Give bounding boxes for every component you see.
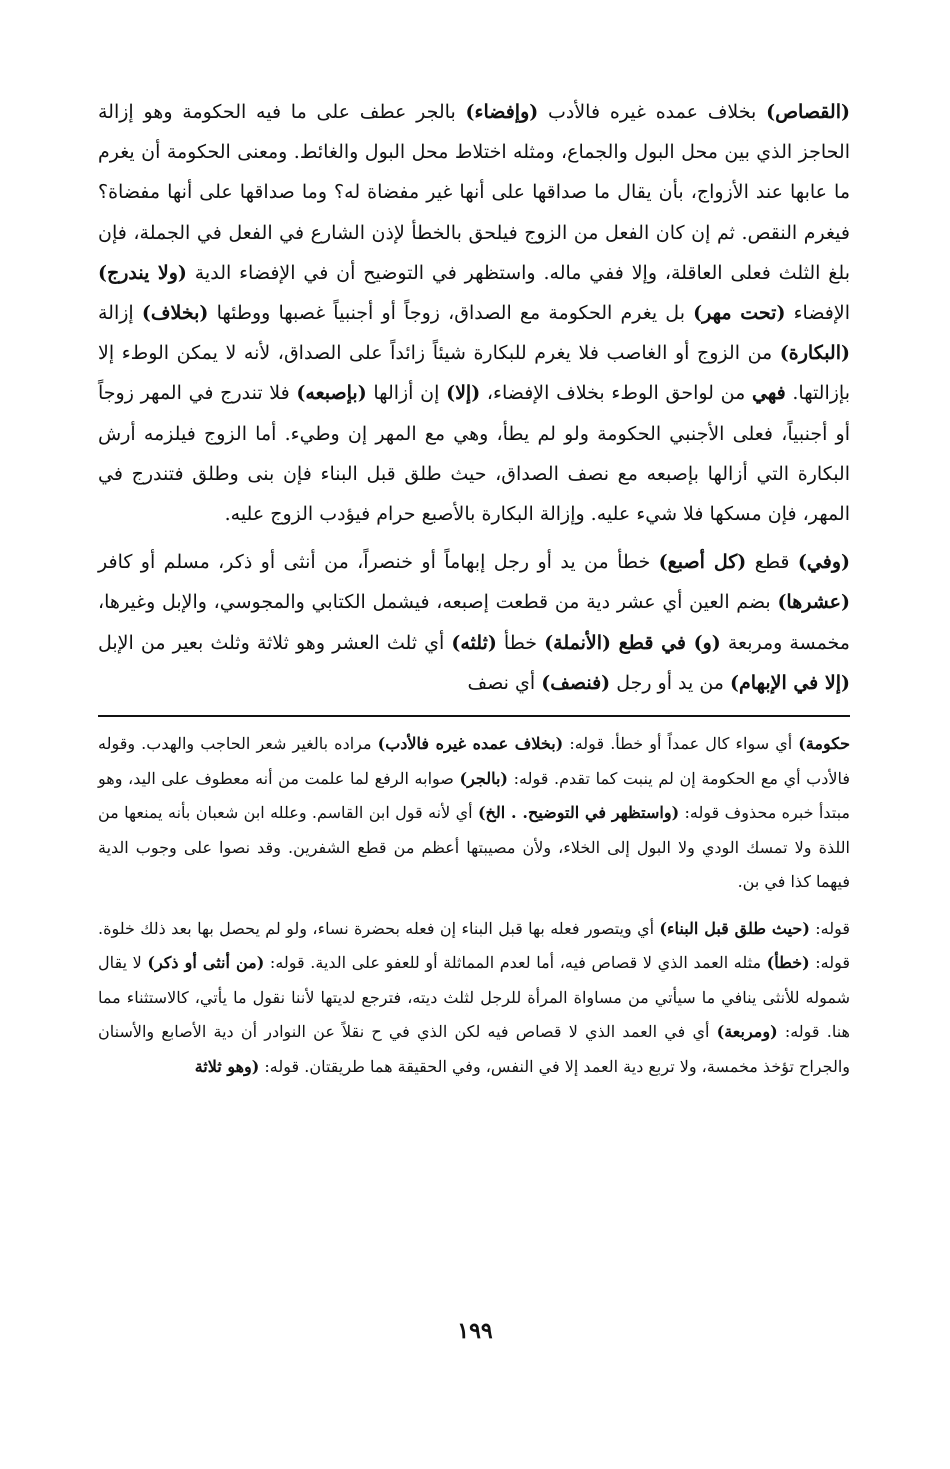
main-bold-segment: (عشرها) — [777, 591, 850, 614]
main-bold-segment: (تحت مهر) — [693, 302, 786, 325]
page-number: ١٩٩ — [457, 1318, 493, 1344]
main-text-segment: خطأ من يد أو رجل إبهاماً أو خنصراً، من أنثى أو ذكر، مسلم أو كافر — [98, 551, 659, 574]
footnote-text-segment: مثله العمد الذي لا قصاص فيه، أما لعدم المماثلة أو للعفو على الدية. قوله: — [264, 953, 767, 973]
footnote-bold-segment: (واستظهر في التوضيح. . الخ) — [477, 803, 680, 823]
footnote-bold-segment: (بخلاف عمده غيره فالأدب) — [377, 734, 564, 754]
main-bold-segment: (و) في قطع (الأنملة) — [544, 631, 721, 654]
main-bold-segment: (ثلثه) — [451, 631, 497, 654]
footnote-text-segment: صوابه الرفع لما علمت من أنه معطوف على اليد، وهو مبتدأ خبره محذوف قوله: — [98, 768, 850, 823]
main-text-segment: بالجر عطف على ما فيه الحكومة وهو إزالة الحاجز الذي بين محل البول والجماع، ومثله اختلاط محل البول والغائط. ومعنى الحكومة أن يغرم ما عابها عند الأزواج، بأن يقال ما صداقها على أنها غير مفضاة له؟ وما صداقها على أنها مفضاة؟ فيغرم النقص. ثم إن كان الفعل من الزوج فيلحق بالخطأ لإذن الشارع في الفعل في الجملة، فإن بلغ الثلث فعلى العاقلة، وإلا ففي ماله. واستظهر في التوضيح أن في الإفضاء الدية — [98, 101, 850, 284]
book-page — [98, 92, 850, 1084]
main-bold-segment: (فنصف) — [541, 671, 611, 694]
main-bold-segment: (البكارة) — [779, 342, 850, 365]
main-text-segment: الإفضاء — [785, 302, 851, 325]
footnote-bold-segment: (بالجر) — [459, 768, 508, 788]
main-bold-segment: (وفي) — [797, 551, 850, 574]
footnote-bold-segment: (وهو ثلاثة — [194, 1056, 260, 1076]
main-paragraph-1 — [98, 92, 850, 534]
main-text-segment: فلا تندرج في المهر زوجاً أو أجنبياً، فعلى الأجنبي الحكومة ولو لم يطأ، وهي مع المهر إن وطيء. أما الزوج فيلزمه أرش البكارة التي أزالها بإصبعه مع نصف الصداق، حيث طلق قبل البناء فإن بنى وطلق فتندرج في المهر، فإن مسكها فلا شيء عليه. وإزالة البكارة بالأصبع حرام فيؤدب الزوج عليه. — [98, 382, 850, 526]
main-text-segment: من الزوج أو الغاصب فلا يغرم للبكارة شيئاً زائداً على الصداق، لأنه لا يمكن الوطء إلا بإزالتها. — [98, 342, 851, 405]
main-text — [98, 92, 850, 703]
main-text-segment: بخلاف عمده غيره فالأدب — [538, 101, 767, 123]
main-bold-segment: (القصاص) — [766, 101, 850, 123]
main-bold-segment: فهي — [751, 382, 786, 405]
main-text-segment: إن أزالها — [366, 382, 447, 405]
footnote-text-segment: أي في العمد الذي لا قصاص فيه لكن الذي في ح نقلاً عن النوادر أن دية الأصابع والأسنان والجراح تؤخذ مخمسة، ولا تربع دية العمد إلا في النفس، وفي الحقيقة هما طريقتان. قوله: — [98, 1022, 850, 1076]
main-bold-segment: (ولا يندرج) — [98, 261, 187, 284]
footnote-separator — [98, 715, 850, 717]
footnote-text-segment: أي ويتصور فعله بها قبل البناء إن فعله بحضرة نساء، ولو لم يحصل بها بعد ذلك خلوة. قوله: — [98, 918, 851, 973]
main-text-segment: خطأ — [496, 631, 545, 654]
footnote-bold-segment: حكومة) — [798, 734, 850, 754]
main-bold-segment: (كل أصبع) — [658, 551, 747, 574]
footnote-text-segment: لا يقال شموله للأنثى ينافي ما سيأتي من مساواة المرأة للرجل لثلث ديته، فترجع لديتها لأننا نقول ما يأتي، كالاستثناء مما هنا. قوله: — [98, 953, 850, 1042]
footnote-text-segment: مراده بالغير شعر الحاجب والهدب. وقوله فالأدب أي مع الحكومة إن لم ينبت كما تقدم. قوله: — [98, 734, 850, 788]
main-text-segment: بضم العين أي عشر دية من قطعت إصبعه، فيشمل الكتابي والمجوسي، والإبل وغيرها، مخمسة ومربعة — [98, 591, 850, 654]
footnote-bold-segment: (حيث طلق قبل البناء) — [659, 918, 810, 938]
main-text-segment: أي نصف — [467, 671, 542, 694]
main-text-segment: قطع — [746, 551, 798, 574]
footnotes — [98, 727, 850, 1084]
main-text-segment: أي ثلث العشر وهو ثلاثة وثلث بعير من الإبل — [98, 631, 452, 654]
footnote-bold-segment: (ومربعة) — [716, 1022, 778, 1042]
main-paragraph-2 — [98, 542, 850, 703]
footnote-text-segment: قوله: — [809, 918, 851, 938]
main-bold-segment: (إلا) — [446, 382, 481, 405]
footnote-paragraph-1 — [98, 727, 850, 900]
footnote-bold-segment: (خطأ) — [766, 953, 810, 973]
main-bold-segment: (إلا في الإبهام) — [730, 671, 850, 694]
footnote-paragraph-2 — [98, 912, 850, 1085]
footnote-bold-segment: (من أنثى أو ذكر) — [147, 953, 265, 973]
main-text-segment: إزالة — [98, 302, 142, 325]
main-bold-segment: (وإفضاء) — [465, 101, 539, 123]
footnote-text-segment: أي سواء كال عمداً أو خطأ. قوله: — [563, 734, 799, 754]
main-bold-segment: (بخلاف) — [141, 302, 209, 325]
footnote-text-segment: أي لأنه قول ابن القاسم. وعلله ابن شعبان بأنه يمنعها من اللذة ولا تمسك الودي ولا البول إلى الخلاء، ولأن مصيبتها أعظم من قطع الشفرين. وقد نصوا على وجوب الدية فيهما كذا في بن. — [98, 803, 850, 892]
main-text-segment: من يد أو رجل — [610, 671, 731, 694]
main-text-segment: من لواحق الوطء بخلاف الإفضاء، — [480, 382, 752, 405]
main-text-segment: بل يغرم الحكومة مع الصداق، زوجاً أو أجنبياً غصبها ووطئها — [208, 302, 694, 325]
main-bold-segment: (بإصبعه) — [296, 382, 367, 405]
